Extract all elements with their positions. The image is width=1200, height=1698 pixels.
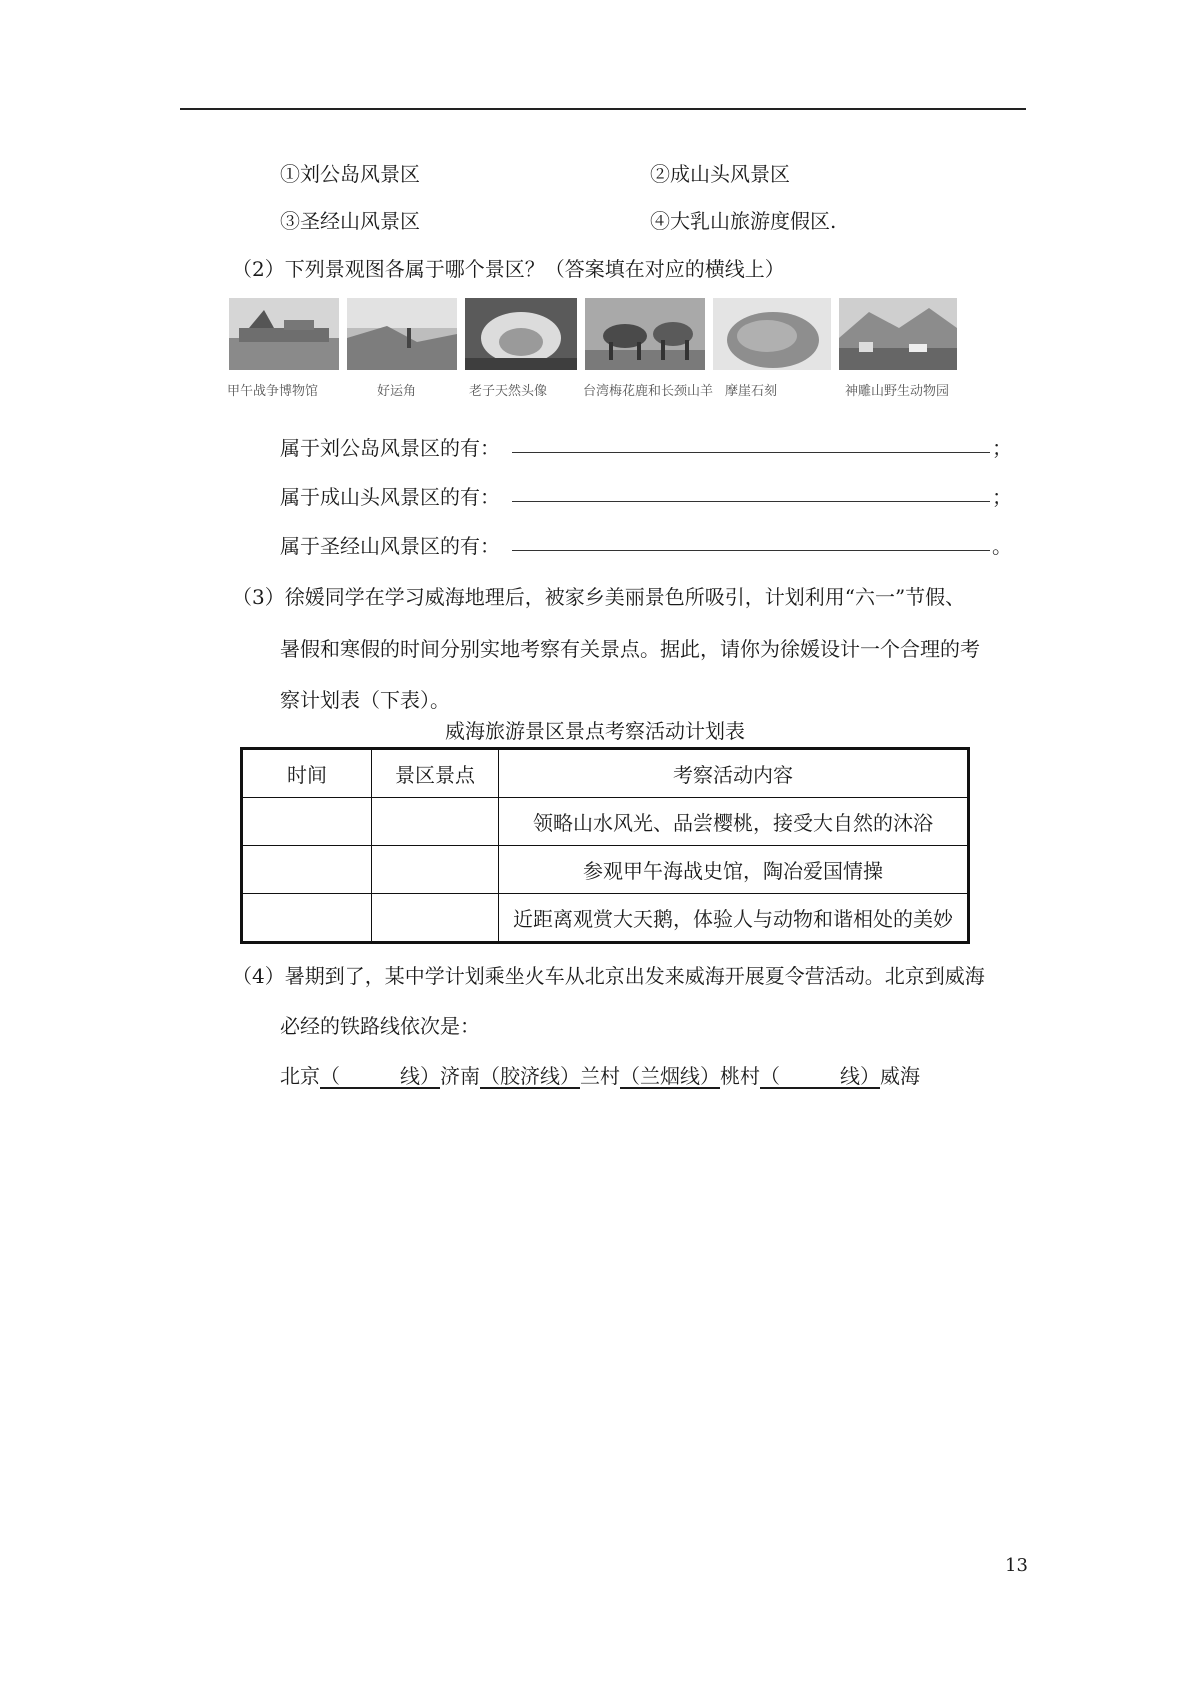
answer-label-chengshantou: 属于成山头风景区的有： (280, 485, 500, 509)
option-3: ③圣经山风景区 (280, 209, 420, 233)
caption-laozi-face: 老子天然头像 (469, 384, 548, 399)
header-activity: 考察活动内容 (499, 749, 969, 798)
answer-end-liugong: ； (992, 436, 1012, 460)
route-segment-jiaoji: （胶济线） (480, 1064, 580, 1088)
railway-route (280, 1060, 920, 1089)
table-row (242, 894, 969, 943)
cell-spot[interactable] (372, 894, 499, 943)
route-station-beijing: 北京 (280, 1064, 320, 1088)
option-4: ④大乳山旅游度假区. (650, 209, 837, 233)
question-3-line3: 察计划表（下表）。 (280, 688, 450, 712)
route-station-lancun: 兰村 (580, 1064, 620, 1088)
option-2: ②成山头风景区 (650, 162, 790, 186)
answer-line-liugong[interactable] (512, 452, 990, 453)
header-rule (180, 108, 1026, 110)
photo-cliff-carving (713, 298, 831, 370)
page-number: 13 (1005, 1555, 1028, 1576)
answer-line-shengjingshan[interactable] (512, 550, 990, 551)
route-segment-lanyan: （兰烟线） (620, 1064, 720, 1088)
photo-wildlife-park (839, 298, 957, 370)
answer-label-shengjingshan: 属于圣经山风景区的有： (280, 534, 500, 558)
header-time: 时间 (242, 749, 372, 798)
table-row (242, 846, 969, 894)
answer-line-chengshantou[interactable] (512, 501, 990, 502)
question-4-line2: 必经的铁路线依次是： (280, 1014, 480, 1038)
caption-cape: 好运角 (377, 384, 417, 399)
question-3-line2: 暑假和寒假的时间分别实地考察有关景点。据此，请你为徐媛设计一个合理的考 (280, 637, 980, 661)
table-row (242, 798, 969, 846)
question-3-line1: （3）徐媛同学在学习威海地理后，被家乡美丽景色所吸引，计划利用“六一”节假、 (232, 585, 966, 609)
cell-activity: 近距离观赏大天鹅，体验人与动物和谐相处的美妙 (499, 894, 969, 943)
answer-end-shengjingshan: 。 (992, 534, 1012, 558)
cell-time[interactable] (242, 846, 372, 894)
answer-end-chengshantou: ； (992, 485, 1012, 509)
header-scenic-spot: 景区景点 (372, 749, 499, 798)
cell-spot[interactable] (372, 798, 499, 846)
cell-time[interactable] (242, 894, 372, 943)
caption-cliff-carving: 摩崖石刻 (725, 384, 778, 399)
question-2-prompt: （2）下列景观图各属于哪个景区？（答案填在对应的横线上） (232, 257, 785, 281)
photo-deer-goat (585, 298, 705, 370)
route-segment-1[interactable]: （ 线） (320, 1064, 440, 1088)
route-segment-4[interactable]: （ 线） (760, 1064, 880, 1088)
cell-time[interactable] (242, 798, 372, 846)
route-station-weihai: 威海 (880, 1064, 920, 1088)
landscape-photo-strip (225, 292, 977, 404)
route-station-jinan: 济南 (440, 1064, 480, 1088)
photo-museum (229, 298, 339, 370)
photo-laozi-face (465, 298, 577, 370)
table-title: 威海旅游景区景点考察活动计划表 (445, 719, 745, 743)
question-4-line1: （4）暑期到了，某中学计划乘坐火车从北京出发来威海开展夏令营活动。北京到威海 (232, 964, 985, 988)
caption-museum: 甲午战争博物馆 (227, 384, 319, 399)
route-station-taocun: 桃村 (720, 1064, 760, 1088)
caption-deer-goat: 台湾梅花鹿和长颈山羊 (583, 384, 714, 399)
cell-spot[interactable] (372, 846, 499, 894)
cell-activity: 领略山水风光、品尝樱桃，接受大自然的沐浴 (499, 798, 969, 846)
photo-cape (347, 298, 457, 370)
option-1: ①刘公岛风景区 (280, 162, 420, 186)
cell-activity: 参观甲午海战史馆，陶冶爱国情操 (499, 846, 969, 894)
plan-table (240, 747, 970, 944)
answer-label-liugong: 属于刘公岛风景区的有： (280, 436, 500, 460)
table-header-row (242, 749, 969, 798)
caption-wildlife-park: 神雕山野生动物园 (845, 384, 950, 399)
